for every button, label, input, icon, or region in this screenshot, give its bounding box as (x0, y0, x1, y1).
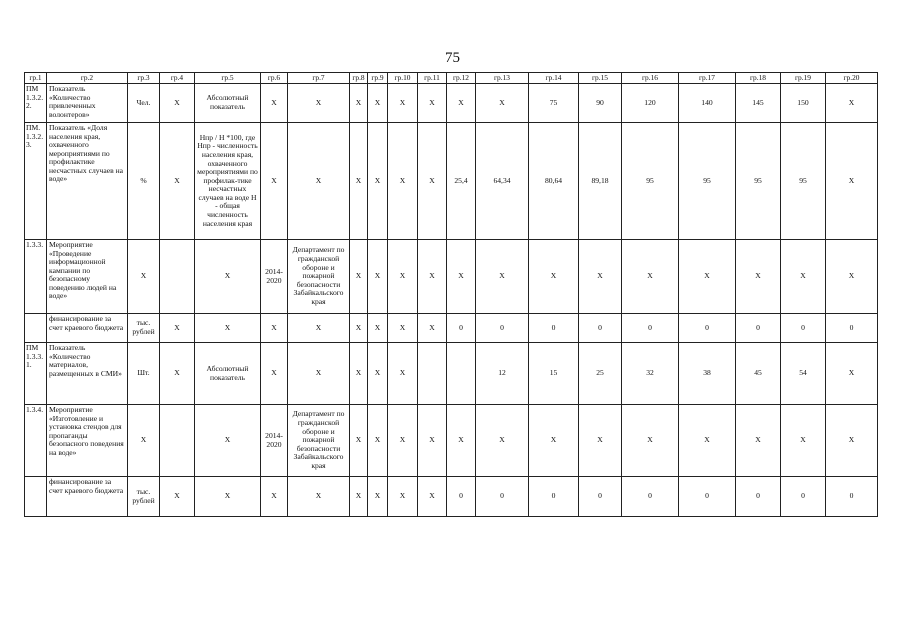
table-cell: 2014-2020 (261, 405, 288, 477)
table-cell: 0 (826, 314, 878, 343)
row-code-cell (25, 477, 47, 517)
table-cell: Х (160, 84, 195, 123)
table-cell: Х (622, 240, 679, 314)
program-indicators-table (24, 72, 878, 517)
table-cell: 15 (529, 343, 579, 405)
table-cell: 0 (826, 477, 878, 517)
column-header: гр.12 (447, 73, 476, 84)
table-cell: Х (160, 314, 195, 343)
table-cell: Х (388, 477, 418, 517)
table-cell: Х (826, 240, 878, 314)
column-header: гр.13 (476, 73, 529, 84)
column-header: гр.15 (579, 73, 622, 84)
row-code-cell: 1.3.4. (25, 405, 47, 477)
table-cell: 140 (679, 84, 736, 123)
table-cell: 64,34 (476, 123, 529, 240)
table-cell: 0 (736, 477, 781, 517)
table-cell: Х (736, 240, 781, 314)
table-cell: 54 (781, 343, 826, 405)
table-row (25, 314, 878, 343)
table-cell: Х (288, 314, 350, 343)
table-cell: Х (368, 405, 388, 477)
column-header: гр.1 (25, 73, 47, 84)
table-cell: 0 (781, 477, 826, 517)
table-cell: Х (679, 405, 736, 477)
table-cell: 80,64 (529, 123, 579, 240)
table-cell: Х (261, 314, 288, 343)
table-cell: 0 (579, 314, 622, 343)
column-header: гр.19 (781, 73, 826, 84)
table-cell: Х (579, 405, 622, 477)
table-cell: Х (288, 343, 350, 405)
table-row (25, 477, 878, 517)
table-cell: Х (418, 240, 447, 314)
column-header: гр.20 (826, 73, 878, 84)
table-cell: тыс. рублей (128, 314, 160, 343)
table-cell: Х (195, 477, 261, 517)
table-cell: Х (368, 343, 388, 405)
table-cell: 38 (679, 343, 736, 405)
table-cell: Х (736, 405, 781, 477)
table-cell: Х (350, 477, 368, 517)
table-cell: Х (447, 240, 476, 314)
table-cell: Х (418, 123, 447, 240)
table-cell: Х (826, 123, 878, 240)
column-header: гр.18 (736, 73, 781, 84)
table-cell: Х (288, 477, 350, 517)
table-cell: Х (350, 123, 368, 240)
table-cell: 25,4 (447, 123, 476, 240)
column-header: гр.10 (388, 73, 418, 84)
column-header: гр.4 (160, 73, 195, 84)
row-code-cell: ПМ. 1.3.2. 3. (25, 123, 47, 240)
column-header: гр.2 (47, 73, 128, 84)
table-cell: Х (350, 314, 368, 343)
column-header: гр.11 (418, 73, 447, 84)
table-cell (447, 343, 476, 405)
table-cell (160, 240, 195, 314)
table-cell: Х (368, 84, 388, 123)
table-cell: 0 (476, 477, 529, 517)
table-cell: Х (160, 123, 195, 240)
table-cell: 0 (622, 314, 679, 343)
table-cell: 0 (579, 477, 622, 517)
table-cell: Х (529, 405, 579, 477)
table-cell: 89,18 (579, 123, 622, 240)
table-cell: Х (476, 405, 529, 477)
table-cell: 75 (529, 84, 579, 123)
table-row (25, 343, 878, 405)
table-cell: 150 (781, 84, 826, 123)
table-cell: 0 (781, 314, 826, 343)
table-cell: 0 (622, 477, 679, 517)
table-cell: Х (388, 240, 418, 314)
table-cell: Х (350, 343, 368, 405)
row-code-cell (25, 314, 47, 343)
row-name-cell: финансирование за счет краевого бюджета (47, 477, 128, 517)
table-cell: Нпр / Н *100, где Нпр - численность населения края, охваченного мероприятиями по профилак-тике несчастных случаев на воде Н - общая численность населения края (195, 123, 261, 240)
column-header: гр.5 (195, 73, 261, 84)
table-cell: Х (388, 123, 418, 240)
table-cell (160, 405, 195, 477)
column-header: гр.3 (128, 73, 160, 84)
table-cell: Х (579, 240, 622, 314)
table-cell: Х (195, 240, 261, 314)
table-cell: Х (529, 240, 579, 314)
column-header: гр.14 (529, 73, 579, 84)
table-row (25, 405, 878, 477)
table-cell: Шт. (128, 343, 160, 405)
table-cell: Х (418, 405, 447, 477)
table-cell: Департамент по гражданской обороне и пожарной безопасности Забайкальского края (288, 405, 350, 477)
row-code-cell: ПМ 1.3.2. 2. (25, 84, 47, 123)
table-cell: Х (826, 343, 878, 405)
table-cell: Х (160, 477, 195, 517)
table-row (25, 240, 878, 314)
table-cell: Х (128, 405, 160, 477)
table-cell: Х (288, 84, 350, 123)
table-cell: Х (261, 343, 288, 405)
table-cell: Х (388, 405, 418, 477)
table-cell: 90 (579, 84, 622, 123)
table-cell: Х (350, 405, 368, 477)
table-cell: Х (368, 314, 388, 343)
table-cell (418, 343, 447, 405)
table-cell: 95 (679, 123, 736, 240)
table-cell: % (128, 123, 160, 240)
table-cell: Х (418, 477, 447, 517)
table-row (25, 123, 878, 240)
table-cell: Абсолютный показатель (195, 343, 261, 405)
table-cell: Х (368, 477, 388, 517)
table-cell: Х (447, 405, 476, 477)
table-cell: Х (476, 240, 529, 314)
table-cell: Х (160, 343, 195, 405)
table-cell: Х (368, 240, 388, 314)
table-cell: Х (195, 314, 261, 343)
table-cell: Х (388, 314, 418, 343)
table-cell: Х (261, 477, 288, 517)
table-cell: 0 (447, 314, 476, 343)
table-cell: Х (288, 123, 350, 240)
table-cell: 0 (529, 314, 579, 343)
table-cell: 0 (529, 477, 579, 517)
table-cell: 25 (579, 343, 622, 405)
row-name-cell: Мероприятие «Изготовление и установка стендов для пропаганды безопасного поведения на воде» (47, 405, 128, 477)
table-cell: Х (368, 123, 388, 240)
table-cell: Х (781, 240, 826, 314)
row-name-cell: Мероприятие «Проведение информационной кампании по безопасному поведению людей на воде» (47, 240, 128, 314)
table-cell: Х (350, 84, 368, 123)
table-cell: 12 (476, 343, 529, 405)
table-row (25, 84, 878, 123)
table-cell: Х (826, 84, 878, 123)
table-cell: Департамент по гражданской обороне и пожарной безопасности Забайкальского края (288, 240, 350, 314)
table-cell: Х (350, 240, 368, 314)
table-cell: 45 (736, 343, 781, 405)
column-header: гр.7 (288, 73, 350, 84)
table-cell: Х (195, 405, 261, 477)
table-cell: Х (418, 314, 447, 343)
table-cell: 0 (447, 477, 476, 517)
table-cell: Х (388, 84, 418, 123)
row-name-cell: финансирование за счет краевого бюджета (47, 314, 128, 343)
table-cell: Х (388, 343, 418, 405)
table-cell: 0 (736, 314, 781, 343)
table-cell: 0 (679, 314, 736, 343)
row-name-cell: Показатель «Количество привлеченных волонтеров» (47, 84, 128, 123)
table-body (25, 73, 878, 517)
table-cell: Х (418, 84, 447, 123)
table-cell: 95 (622, 123, 679, 240)
table-cell: 120 (622, 84, 679, 123)
table-cell: 0 (679, 477, 736, 517)
table-cell: Х (261, 123, 288, 240)
column-header: гр.9 (368, 73, 388, 84)
table-cell: 0 (476, 314, 529, 343)
column-header: гр.16 (622, 73, 679, 84)
table-cell: Абсолютный показатель (195, 84, 261, 123)
row-name-cell: Показатель «Доля населения края, охваченного мероприятиями по профилактике несчастных случаев на воде» (47, 123, 128, 240)
table-cell: Х (261, 84, 288, 123)
page-number: 75 (445, 50, 460, 66)
table-cell: 95 (781, 123, 826, 240)
table-cell: 2014-2020 (261, 240, 288, 314)
column-header: гр.17 (679, 73, 736, 84)
table-cell: Х (476, 84, 529, 123)
table-cell: Х (679, 240, 736, 314)
row-code-cell: ПМ 1.3.3. 1. (25, 343, 47, 405)
table-cell: 145 (736, 84, 781, 123)
column-header: гр.6 (261, 73, 288, 84)
table-cell: Х (128, 240, 160, 314)
table-cell: Х (447, 84, 476, 123)
column-header: гр.8 (350, 73, 368, 84)
table-cell: Х (826, 405, 878, 477)
table-cell: Чел. (128, 84, 160, 123)
row-code-cell: 1.3.3. (25, 240, 47, 314)
table-cell: 95 (736, 123, 781, 240)
table-cell: 32 (622, 343, 679, 405)
header-row (25, 73, 878, 84)
table-cell: Х (781, 405, 826, 477)
table-cell: тыс. рублей (128, 477, 160, 517)
table-cell: Х (622, 405, 679, 477)
row-name-cell: Показатель «Количество материалов, размещенных в СМИ» (47, 343, 128, 405)
